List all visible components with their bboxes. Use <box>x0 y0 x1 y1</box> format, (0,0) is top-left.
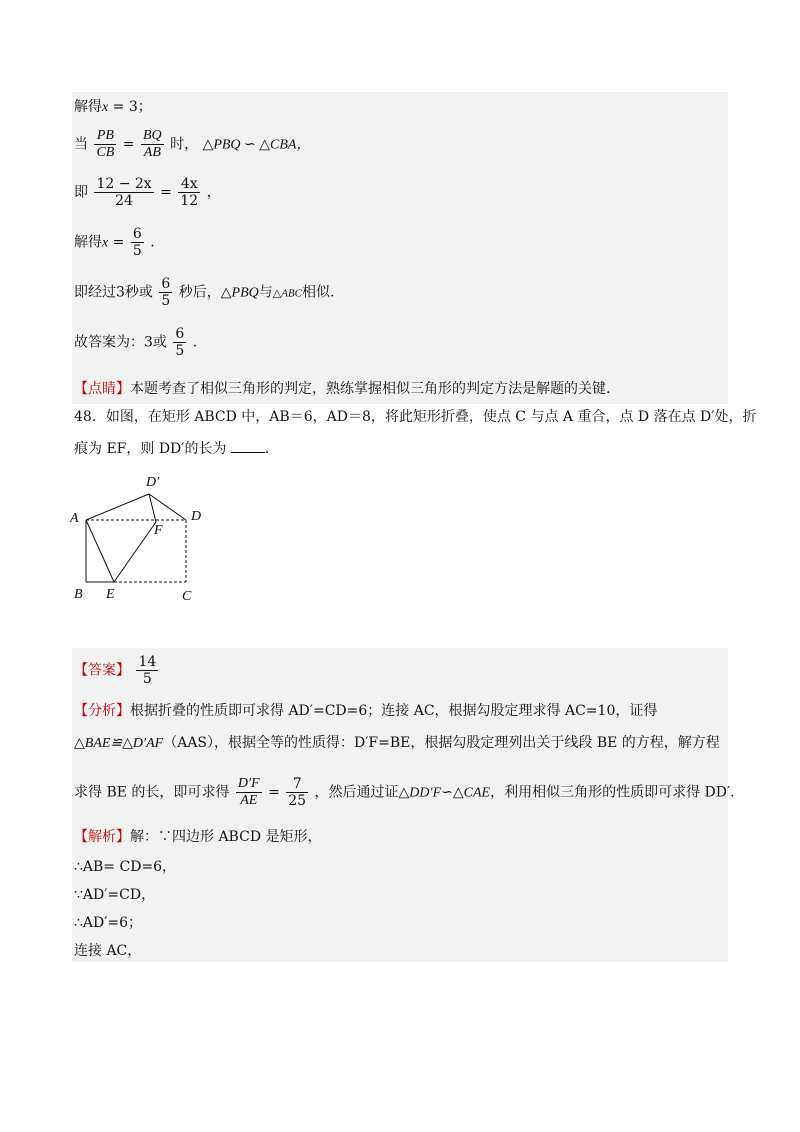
label-D: D <box>191 509 202 524</box>
solution-line-4: ∴AD′=6； <box>74 915 143 931</box>
analysis-line-2: △BAE≌△D′AF（AAS），根据全等的性质得：D′F=BE，根据勾股定理列出关于线段 BE 的方程，解方程 <box>74 735 720 751</box>
solution-line-1: 【解析】解：∵四边形 ABCD 是矩形， <box>74 829 322 845</box>
answer-line: 【答案】 $\frac{14}{5}$ <box>74 654 157 687</box>
analysis-tag: 【分析】 <box>74 703 130 719</box>
label-F: F <box>154 523 163 538</box>
solution-line-2: ∴AB= CD=6， <box>74 859 177 875</box>
prev-line-2: 当 $\frac{PB}{CB}$ = $\frac{BQ}{AB}$ 时， △PBQ ∽ △CBA， <box>74 128 311 160</box>
prev-line-4: 解得x = $\frac{6}{5}$ . <box>74 226 155 259</box>
label-C: C <box>182 589 192 604</box>
answer-blank <box>231 440 265 453</box>
analysis-line-3: 求得 BE 的长，即可求得 $\frac{D'F}{AE}$ = $\frac{7}{25}$ ，然后通过证△DD′F∽△CAE，利用相似三角形的性质即可求得 DD′. <box>74 776 735 809</box>
answer-tag: 【答案】 <box>74 662 130 679</box>
label-A: A <box>70 511 79 526</box>
label-D-prime: D′ <box>146 475 160 490</box>
prev-line-5: 即经过3秒或 $\frac{6}{5}$ 秒后，△PBQ与△ABC相似. <box>74 276 335 309</box>
dianjing-line: 【点睛】本题考查了相似三角形的判定，熟练掌握相似三角形的判定方法是解题的关键. <box>74 381 611 397</box>
prev-line-6: 故答案为：3或 $\frac{6}{5}$ . <box>74 326 198 359</box>
prev-line-1: 解得x = 3； <box>74 99 152 115</box>
analysis-line-1: 【分析】根据折叠的性质即可求得 AD′=CD=6；连接 AC，根据勾股定理求得 AC=10，证得 <box>74 703 658 719</box>
problem-line-2: 痕为 EF，则 DD′的长为 . <box>74 441 270 457</box>
problem-line-1: 48．如图，在矩形 ABCD 中，AB＝6，AD＝8，将此矩形折叠，使点 C 与点 A 重合，点 D 落在点 D′处，折 <box>74 409 757 425</box>
prev-line-3: 即 $\frac{12 - 2x}{24}$ = $\frac{4x}{12}$ ， <box>74 176 221 209</box>
solution-tag: 【解析】 <box>74 829 130 845</box>
dianjing-tag: 【点睛】 <box>74 381 130 397</box>
label-E: E <box>106 587 115 602</box>
edge-AE <box>86 520 114 582</box>
label-B: B <box>74 587 83 602</box>
solution-line-5: 连接 AC， <box>74 943 142 959</box>
geometry-figure <box>66 472 216 608</box>
edge-AD-prime <box>86 494 149 520</box>
solution-line-3: ∵AD′=CD， <box>74 887 156 903</box>
edge-EF <box>114 522 156 582</box>
